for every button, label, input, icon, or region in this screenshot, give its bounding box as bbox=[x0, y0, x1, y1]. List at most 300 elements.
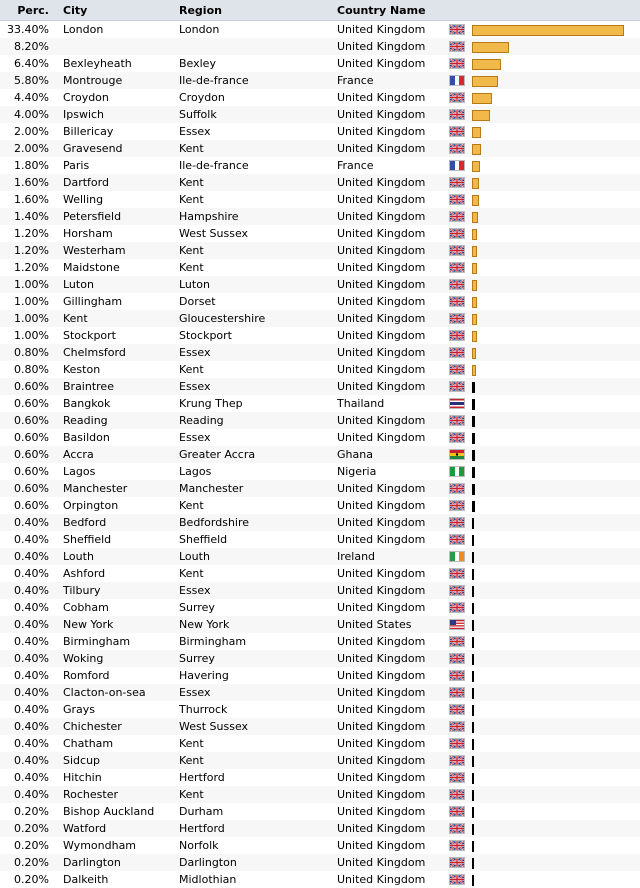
percentage-bar bbox=[472, 331, 477, 342]
perc-cell: 1.00% bbox=[14, 295, 49, 308]
percentage-bar bbox=[472, 875, 474, 886]
percentage-bar bbox=[472, 110, 490, 121]
table-row bbox=[0, 55, 640, 72]
flag-cell bbox=[443, 701, 470, 718]
bar-cell bbox=[470, 718, 640, 735]
city-cell: Orpington bbox=[63, 499, 119, 512]
table-row bbox=[0, 463, 640, 480]
region-cell: Kent bbox=[179, 737, 204, 750]
percentage-bar bbox=[472, 586, 474, 597]
region-cell: Darlington bbox=[179, 854, 337, 871]
flag-cell bbox=[443, 752, 470, 769]
table-row bbox=[0, 72, 640, 89]
header-region[interactable]: Region bbox=[179, 0, 337, 21]
perc-cell: 1.60% bbox=[0, 174, 57, 191]
region-cell: Kent bbox=[179, 174, 337, 191]
percentage-bar bbox=[472, 433, 475, 444]
uk-flag-icon bbox=[449, 262, 465, 273]
uk-flag-icon bbox=[449, 483, 465, 494]
flag-cell bbox=[443, 565, 470, 582]
bar-cell bbox=[470, 208, 640, 225]
perc-cell: 2.00% bbox=[0, 140, 57, 157]
percentage-bar bbox=[472, 790, 474, 801]
flag-cell bbox=[443, 344, 470, 361]
city-cell: Gravesend bbox=[57, 140, 179, 157]
bar-cell bbox=[470, 378, 640, 395]
table-row bbox=[0, 378, 640, 395]
percentage-bar bbox=[472, 42, 509, 53]
region-cell: Reading bbox=[179, 412, 337, 429]
bar-cell bbox=[470, 293, 640, 310]
bar-cell bbox=[470, 446, 640, 463]
percentage-bar bbox=[472, 127, 481, 138]
country-cell: United Kingdom bbox=[337, 276, 443, 293]
city-cell: Lagos bbox=[63, 465, 96, 478]
perc-cell: 0.20% bbox=[14, 805, 49, 818]
perc-cell: 0.40% bbox=[0, 616, 57, 633]
city-cell: Clacton-on-sea bbox=[57, 684, 179, 701]
region-cell: Essex bbox=[179, 582, 337, 599]
bar-cell bbox=[470, 463, 640, 480]
header-perc[interactable]: Perc. bbox=[0, 0, 57, 21]
uk-flag-icon bbox=[449, 806, 465, 817]
country-cell: United Kingdom bbox=[337, 363, 426, 376]
ireland-flag-icon bbox=[449, 551, 465, 562]
country-cell: United Kingdom bbox=[337, 650, 443, 667]
perc-cell: 0.40% bbox=[0, 786, 57, 803]
region-cell: Louth bbox=[179, 548, 337, 565]
city-cell: Birmingham bbox=[63, 635, 131, 648]
perc-cell: 0.20% bbox=[14, 873, 49, 886]
country-cell: United Kingdom bbox=[337, 533, 426, 546]
table-row bbox=[0, 191, 640, 208]
region-cell: Kent bbox=[179, 242, 337, 259]
table-row bbox=[0, 293, 640, 310]
perc-cell: 6.40% bbox=[14, 57, 49, 70]
bar-cell bbox=[470, 259, 640, 276]
uk-flag-icon bbox=[449, 721, 465, 732]
percentage-bar bbox=[472, 688, 474, 699]
percentage-bar bbox=[472, 484, 475, 495]
table-row bbox=[0, 361, 640, 378]
city-cell: Braintree bbox=[57, 378, 179, 395]
percentage-bar bbox=[472, 467, 475, 478]
bar-cell bbox=[470, 157, 640, 174]
table-row bbox=[0, 548, 640, 565]
bar-cell bbox=[470, 837, 640, 854]
bar-cell bbox=[470, 548, 640, 565]
france-flag-icon bbox=[449, 75, 465, 86]
table-row bbox=[0, 38, 640, 55]
uk-flag-icon bbox=[449, 24, 465, 35]
country-cell: United Kingdom bbox=[337, 208, 443, 225]
region-cell: Norfolk bbox=[179, 839, 219, 852]
flag-cell bbox=[443, 327, 470, 344]
bar-cell bbox=[470, 803, 640, 820]
flag-cell bbox=[443, 395, 470, 412]
table-row bbox=[0, 123, 640, 140]
percentage-bar bbox=[472, 807, 474, 818]
flag-cell bbox=[443, 803, 470, 820]
perc-cell: 1.00% bbox=[0, 276, 57, 293]
city-cell: Sidcup bbox=[57, 752, 179, 769]
percentage-bar bbox=[472, 637, 474, 648]
perc-cell: 0.60% bbox=[0, 480, 57, 497]
bar-cell bbox=[470, 327, 640, 344]
table-row bbox=[0, 242, 640, 259]
flag-cell bbox=[443, 480, 470, 497]
uk-flag-icon bbox=[449, 517, 465, 528]
flag-cell bbox=[443, 667, 470, 684]
region-cell: West Sussex bbox=[179, 227, 249, 240]
flag-cell bbox=[443, 531, 470, 548]
bar-cell bbox=[470, 123, 640, 140]
table-row bbox=[0, 327, 640, 344]
uk-flag-icon bbox=[449, 58, 465, 69]
flag-cell bbox=[443, 106, 470, 123]
flag-cell bbox=[443, 174, 470, 191]
city-cell: Wymondham bbox=[63, 839, 137, 852]
bar-cell bbox=[470, 89, 640, 106]
uk-flag-icon bbox=[449, 857, 465, 868]
city-cell: Welling bbox=[63, 193, 104, 206]
table-row bbox=[0, 854, 640, 871]
uk-flag-icon bbox=[449, 211, 465, 222]
city-cell: Bedford bbox=[57, 514, 179, 531]
city-cell: Dalkeith bbox=[63, 873, 109, 886]
perc-cell: 4.40% bbox=[14, 91, 49, 104]
table-row bbox=[0, 208, 640, 225]
percentage-bar bbox=[472, 348, 476, 359]
perc-cell: 0.80% bbox=[14, 363, 49, 376]
table-row bbox=[0, 276, 640, 293]
uk-flag-icon bbox=[449, 177, 465, 188]
bar-cell bbox=[470, 38, 640, 55]
city-cell: Luton bbox=[57, 276, 179, 293]
region-cell: Manchester bbox=[179, 480, 337, 497]
bar-cell bbox=[470, 514, 640, 531]
flag-cell bbox=[443, 157, 470, 174]
usa-flag-icon bbox=[449, 619, 465, 630]
uk-flag-icon bbox=[449, 534, 465, 545]
percentage-bar bbox=[472, 620, 474, 631]
perc-cell: 0.40% bbox=[0, 514, 57, 531]
country-cell: United Kingdom bbox=[337, 106, 443, 123]
flag-cell bbox=[443, 310, 470, 327]
bar-cell bbox=[470, 497, 640, 514]
city-cell: Dartford bbox=[57, 174, 179, 191]
city-cell: Paris bbox=[63, 159, 90, 172]
flag-cell bbox=[443, 429, 470, 446]
region-cell: Kent bbox=[179, 140, 337, 157]
city-cell: Horsham bbox=[63, 227, 113, 240]
flag-cell bbox=[443, 140, 470, 157]
perc-cell: 0.60% bbox=[14, 465, 49, 478]
country-cell: United Kingdom bbox=[337, 703, 426, 716]
country-cell: United Kingdom bbox=[337, 242, 443, 259]
percentage-bar bbox=[472, 739, 474, 750]
uk-flag-icon bbox=[449, 823, 465, 834]
bar-cell bbox=[470, 531, 640, 548]
ghana-flag-icon bbox=[449, 449, 465, 460]
region-cell: Surrey bbox=[179, 650, 337, 667]
perc-cell: 0.20% bbox=[0, 854, 57, 871]
city-cell: Louth bbox=[57, 548, 179, 565]
region-cell: Kent bbox=[179, 786, 337, 803]
country-cell: United Kingdom bbox=[337, 805, 426, 818]
country-cell: United Kingdom bbox=[337, 23, 426, 36]
city-cell: Gillingham bbox=[63, 295, 123, 308]
country-cell: United Kingdom bbox=[337, 567, 426, 580]
bar-cell bbox=[470, 72, 640, 89]
country-cell: United Kingdom bbox=[337, 752, 443, 769]
region-cell: Essex bbox=[179, 125, 211, 138]
percentage-bar bbox=[472, 365, 476, 376]
bar-cell bbox=[470, 735, 640, 752]
city-cell: Grays bbox=[63, 703, 96, 716]
percentage-bar bbox=[472, 229, 477, 240]
perc-cell: 2.00% bbox=[14, 125, 49, 138]
region-cell: Sheffield bbox=[179, 533, 228, 546]
bar-cell bbox=[470, 854, 640, 871]
table-row bbox=[0, 344, 640, 361]
perc-cell: 0.60% bbox=[14, 499, 49, 512]
flag-cell bbox=[443, 446, 470, 463]
percentage-bar bbox=[472, 382, 475, 393]
percentage-bar bbox=[472, 195, 479, 206]
city-cell: Bishop Auckland bbox=[63, 805, 155, 818]
city-cell: Bexleyheath bbox=[63, 57, 132, 70]
percentage-bar bbox=[472, 654, 474, 665]
bar-cell bbox=[470, 684, 640, 701]
perc-cell: 0.40% bbox=[14, 635, 49, 648]
flag-cell bbox=[443, 497, 470, 514]
percentage-bar bbox=[472, 25, 624, 36]
table-row bbox=[0, 21, 640, 39]
flag-cell bbox=[443, 837, 470, 854]
perc-cell: 0.40% bbox=[0, 718, 57, 735]
table-row bbox=[0, 667, 640, 684]
flag-cell bbox=[443, 735, 470, 752]
table-row bbox=[0, 140, 640, 157]
table-row bbox=[0, 616, 640, 633]
city-cell: New York bbox=[57, 616, 179, 633]
flag-cell bbox=[443, 820, 470, 837]
flag-cell bbox=[443, 769, 470, 786]
uk-flag-icon bbox=[449, 245, 465, 256]
percentage-bar bbox=[472, 518, 474, 529]
region-cell: Kent bbox=[179, 261, 204, 274]
percentage-bar bbox=[472, 416, 475, 427]
region-cell: Ile-de-france bbox=[179, 159, 249, 172]
region-cell: Hampshire bbox=[179, 208, 337, 225]
city-cell: Tilbury bbox=[57, 582, 179, 599]
region-cell: Lagos bbox=[179, 465, 212, 478]
bar-cell bbox=[470, 344, 640, 361]
region-cell: Midlothian bbox=[179, 873, 237, 886]
thailand-flag-icon bbox=[449, 398, 465, 409]
uk-flag-icon bbox=[449, 313, 465, 324]
table-row bbox=[0, 735, 640, 752]
percentage-bar bbox=[472, 93, 492, 104]
uk-flag-icon bbox=[449, 874, 465, 885]
bar-cell bbox=[470, 650, 640, 667]
region-cell: Thurrock bbox=[179, 703, 228, 716]
flag-cell bbox=[443, 463, 470, 480]
perc-cell: 1.00% bbox=[14, 329, 49, 342]
region-cell: Essex bbox=[179, 431, 211, 444]
percentage-bar bbox=[472, 671, 474, 682]
city-cell: Bangkok bbox=[63, 397, 111, 410]
country-cell: United Kingdom bbox=[337, 91, 426, 104]
country-cell: United Kingdom bbox=[337, 329, 426, 342]
perc-cell: 1.60% bbox=[14, 193, 49, 206]
uk-flag-icon bbox=[449, 296, 465, 307]
table-row bbox=[0, 752, 640, 769]
region-cell: Luton bbox=[179, 276, 337, 293]
bar-cell bbox=[470, 480, 640, 497]
city-cell: Rochester bbox=[57, 786, 179, 803]
perc-cell: 0.20% bbox=[0, 820, 57, 837]
perc-cell: 1.20% bbox=[14, 261, 49, 274]
city-cell: Keston bbox=[63, 363, 101, 376]
country-cell: United Kingdom bbox=[337, 582, 443, 599]
country-cell: United Kingdom bbox=[337, 873, 426, 886]
bar-cell bbox=[470, 633, 640, 650]
table-row bbox=[0, 395, 640, 412]
uk-flag-icon bbox=[449, 415, 465, 426]
flag-cell bbox=[443, 293, 470, 310]
city-cell: Chelmsford bbox=[57, 344, 179, 361]
uk-flag-icon bbox=[449, 755, 465, 766]
perc-cell: 33.40% bbox=[7, 23, 49, 36]
perc-cell: 1.20% bbox=[14, 227, 49, 240]
table-row bbox=[0, 514, 640, 531]
flag-cell bbox=[443, 412, 470, 429]
header-city[interactable]: City bbox=[57, 0, 179, 21]
percentage-bar bbox=[472, 59, 501, 70]
percentage-bar bbox=[472, 552, 474, 563]
percentage-bar bbox=[472, 858, 474, 869]
percentage-bar bbox=[472, 824, 474, 835]
country-cell: United Kingdom bbox=[337, 193, 426, 206]
country-cell: France bbox=[337, 72, 443, 89]
uk-flag-icon bbox=[449, 704, 465, 715]
country-cell: United Kingdom bbox=[337, 378, 443, 395]
perc-cell: 0.60% bbox=[0, 412, 57, 429]
flag-cell bbox=[443, 633, 470, 650]
header-country[interactable]: Country Name bbox=[337, 0, 470, 21]
region-cell: London bbox=[179, 23, 220, 36]
uk-flag-icon bbox=[449, 772, 465, 783]
table-row bbox=[0, 718, 640, 735]
perc-cell: 0.40% bbox=[14, 669, 49, 682]
perc-cell: 0.40% bbox=[14, 703, 49, 716]
table-row bbox=[0, 412, 640, 429]
region-cell: Krung Thep bbox=[179, 397, 243, 410]
table-row bbox=[0, 650, 640, 667]
uk-flag-icon bbox=[449, 228, 465, 239]
bar-cell bbox=[470, 242, 640, 259]
bar-cell bbox=[470, 582, 640, 599]
bar-cell bbox=[470, 225, 640, 242]
country-cell: United Kingdom bbox=[337, 771, 426, 784]
bar-cell bbox=[470, 310, 640, 327]
percentage-bar bbox=[472, 705, 474, 716]
city-cell: Croydon bbox=[63, 91, 109, 104]
uk-flag-icon bbox=[449, 636, 465, 647]
region-cell: Greater Accra bbox=[179, 446, 337, 463]
percentage-bar bbox=[472, 569, 474, 580]
bar-cell bbox=[470, 412, 640, 429]
region-cell: Surrey bbox=[179, 601, 215, 614]
country-cell: United Kingdom bbox=[337, 669, 426, 682]
table-row bbox=[0, 531, 640, 548]
country-cell: Thailand bbox=[337, 397, 385, 410]
uk-flag-icon bbox=[449, 330, 465, 341]
perc-cell: 0.40% bbox=[0, 582, 57, 599]
region-cell: Suffolk bbox=[179, 106, 337, 123]
table-row bbox=[0, 106, 640, 123]
country-cell: United Kingdom bbox=[337, 38, 443, 55]
country-cell: United Kingdom bbox=[337, 635, 426, 648]
country-cell: United Kingdom bbox=[337, 839, 426, 852]
flag-cell bbox=[443, 616, 470, 633]
city-cell: London bbox=[63, 23, 104, 36]
flag-cell bbox=[443, 514, 470, 531]
bar-cell bbox=[470, 276, 640, 293]
perc-cell: 1.40% bbox=[0, 208, 57, 225]
table-header-row bbox=[0, 0, 640, 21]
bar-cell bbox=[470, 55, 640, 72]
table-row bbox=[0, 582, 640, 599]
region-cell: Ile-de-france bbox=[179, 72, 337, 89]
flag-cell bbox=[443, 191, 470, 208]
bar-cell bbox=[470, 667, 640, 684]
city-cell bbox=[57, 38, 179, 55]
table-row bbox=[0, 769, 640, 786]
perc-cell: 0.40% bbox=[0, 752, 57, 769]
city-cell: Watford bbox=[57, 820, 179, 837]
france-flag-icon bbox=[449, 160, 465, 171]
perc-cell: 1.00% bbox=[0, 310, 57, 327]
region-cell: Havering bbox=[179, 669, 229, 682]
bar-cell bbox=[470, 395, 640, 412]
region-cell: Essex bbox=[179, 684, 337, 701]
percentage-bar bbox=[472, 773, 474, 784]
bar-cell bbox=[470, 616, 640, 633]
table-row bbox=[0, 174, 640, 191]
country-cell: United Kingdom bbox=[337, 412, 443, 429]
table-row bbox=[0, 157, 640, 174]
bar-cell bbox=[470, 769, 640, 786]
region-cell: Durham bbox=[179, 805, 224, 818]
percentage-bar bbox=[472, 178, 479, 189]
uk-flag-icon bbox=[449, 143, 465, 154]
perc-cell: 0.60% bbox=[0, 378, 57, 395]
percentage-bar bbox=[472, 535, 474, 546]
country-cell: United Kingdom bbox=[337, 737, 426, 750]
flag-cell bbox=[443, 208, 470, 225]
uk-flag-icon bbox=[449, 92, 465, 103]
table-row bbox=[0, 310, 640, 327]
bar-cell bbox=[470, 429, 640, 446]
table-row bbox=[0, 225, 640, 242]
flag-cell bbox=[443, 55, 470, 72]
flag-cell bbox=[443, 276, 470, 293]
city-cell: Ashford bbox=[63, 567, 106, 580]
region-cell: Kent bbox=[179, 499, 204, 512]
